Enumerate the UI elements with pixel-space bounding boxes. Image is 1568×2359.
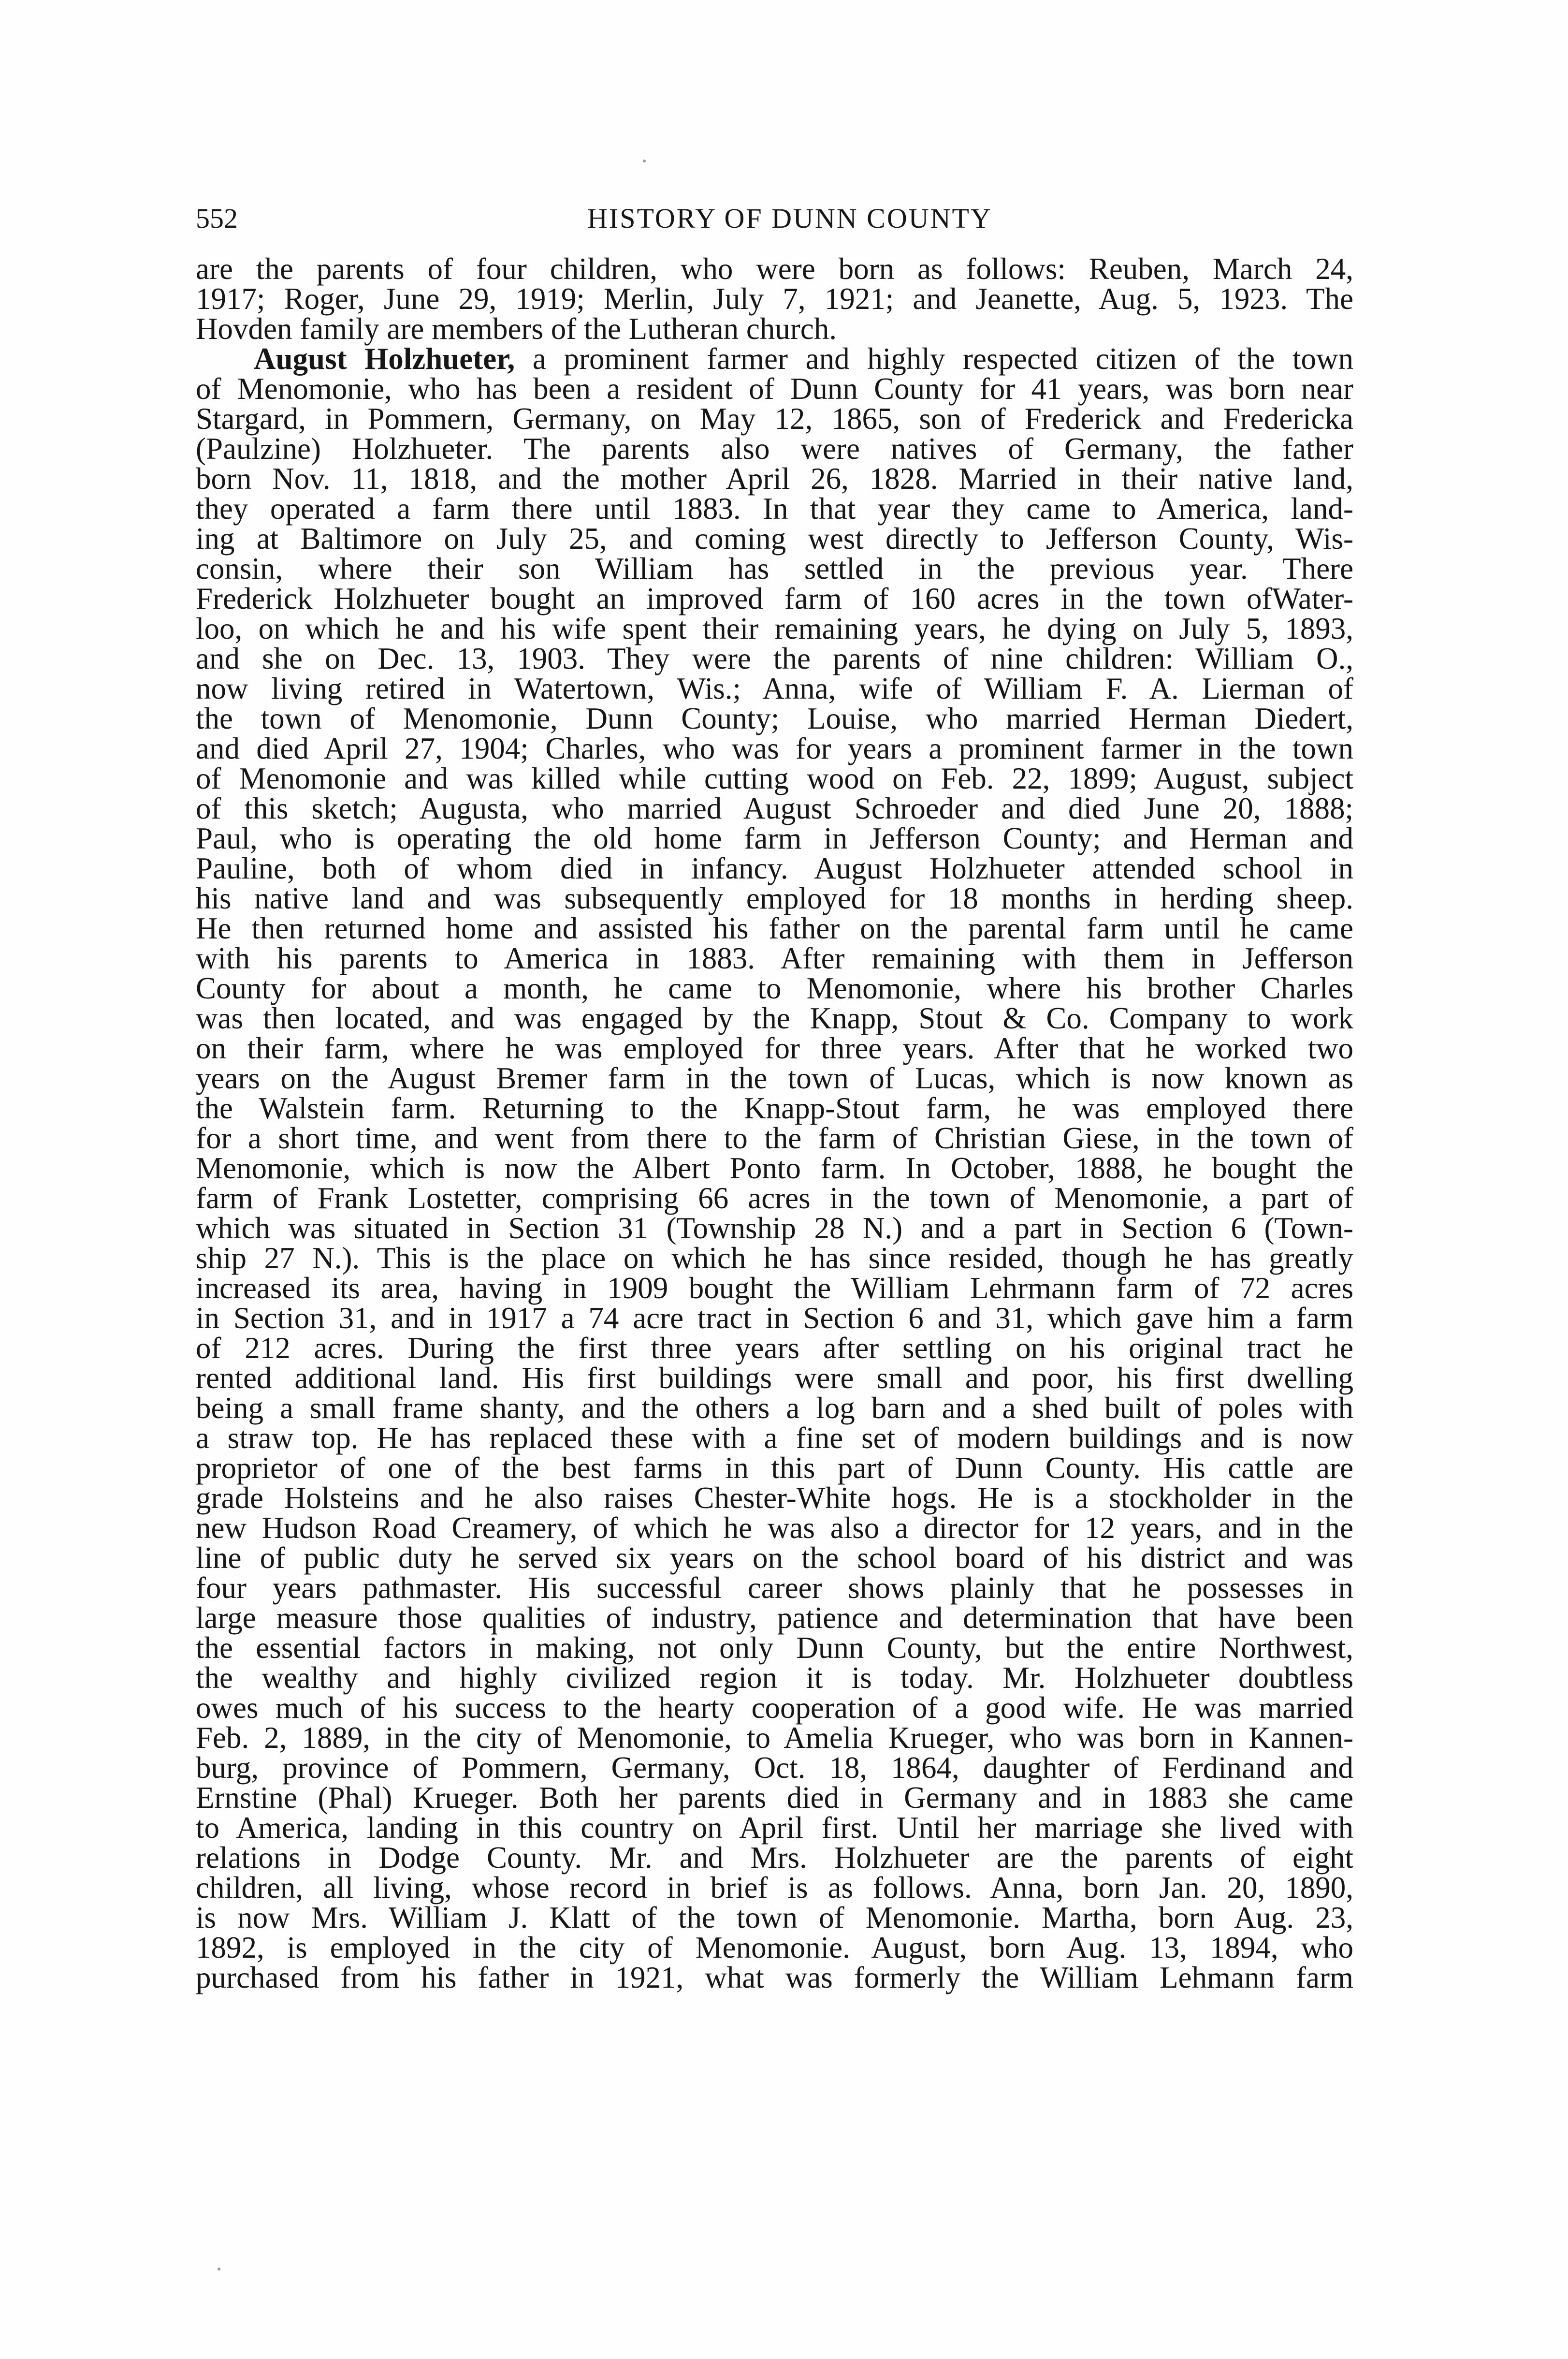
- page-speck: [643, 160, 646, 162]
- text-line: purchased from his father in 1921, what was formerly the William Lehmann farm: [196, 1961, 1353, 1994]
- page-number: 552: [196, 203, 238, 234]
- text-line: on their farm, where he was employed for three years. After that he worked two: [196, 1031, 1353, 1065]
- text-line: of Menomonie, who has been a resident of Dunn County for 41 years, was born near: [196, 372, 1353, 406]
- text-line: owes much of his success to the hearty cooperation of a good wife. He was married: [196, 1691, 1353, 1725]
- text-line: Paul, who is operating the old home farm in Jefferson County; and Herman and: [196, 821, 1353, 855]
- text-line: is now Mrs. William J. Klatt of the town of Menomonie. Martha, born Aug. 23,: [196, 1901, 1353, 1934]
- text-line: ship 27 N.). This is the place on which he has since resided, though he has greatly: [196, 1241, 1353, 1275]
- paragraph-lead-line: [196, 344, 1353, 374]
- text-line: Frederick Holzhueter bought an improved farm of 160 acres in the town ofWater-: [196, 582, 1353, 615]
- text-line: Stargard, in Pommern, Germany, on May 12, 1865, son of Frederick and Fredericka: [196, 402, 1353, 436]
- page-speck: [218, 2268, 220, 2271]
- text-line: new Hudson Road Creamery, of which he was also a director for 12 years, and in the: [196, 1511, 1353, 1545]
- paragraph-body: [196, 374, 1353, 1993]
- text-line: which was situated in Section 31 (Township 28 N.) and a part in Section 6 (Town-: [196, 1211, 1353, 1245]
- text-line: now living retired in Watertown, Wis.; Anna, wife of William F. A. Lierman of: [196, 672, 1353, 705]
- text-line: the wealthy and highly civilized region it is today. Mr. Holzhueter doubtless: [196, 1661, 1353, 1695]
- text-line: and died April 27, 1904; Charles, who was for years a prominent farmer in the town: [196, 732, 1353, 765]
- text-line: his native land and was subsequently employed for 18 months in herding sheep.: [196, 881, 1353, 915]
- text-line: in Section 31, and in 1917 a 74 acre tract in Section 6 and 31, which gave him a farm: [196, 1301, 1353, 1335]
- text-line: increased its area, having in 1909 bought the William Lehrmann farm of 72 acres: [196, 1271, 1353, 1305]
- text-line: farm of Frank Lostetter, comprising 66 acres in the town of Menomonie, a part of: [196, 1181, 1353, 1215]
- text-line: ing at Baltimore on July 25, and coming west directly to Jefferson County, Wis-: [196, 522, 1353, 556]
- text-line: relations in Dodge County. Mr. and Mrs. Holzhueter are the parents of eight: [196, 1841, 1353, 1875]
- text-line: large measure those qualities of industry, patience and determination that have been: [196, 1601, 1353, 1635]
- text-line: the Walstein farm. Returning to the Knapp-Stout farm, he was employed there: [196, 1091, 1353, 1125]
- text-line: the essential factors in making, not only Dunn County, but the entire Northwest,: [196, 1631, 1353, 1665]
- text-line: was then located, and was engaged by the Knapp, Stout & Co. Company to work: [196, 1001, 1353, 1035]
- text-line: children, all living, whose record in brief is as follows. Anna, born Jan. 20, 1890,: [196, 1871, 1353, 1905]
- text-line: 1917; Roger, June 29, 1919; Merlin, July 7, 1921; and Jeanette, Aug. 5, 1923. The: [196, 282, 1353, 316]
- body-text: [196, 254, 1353, 1993]
- text-line: to America, landing in this country on April first. Until her marriage she lived with: [196, 1811, 1353, 1845]
- text-line: of 212 acres. During the first three years after settling on his original tract he: [196, 1331, 1353, 1365]
- text-line: with his parents to America in 1883. After remaining with them in Jefferson: [196, 941, 1353, 975]
- text-line: proprietor of one of the best farms in this part of Dunn County. His cattle are: [196, 1451, 1353, 1485]
- text-line: line of public duty he served six years on the school board of his district and was: [196, 1541, 1353, 1575]
- text-line: are the parents of four children, who were born as follows: Reuben, March 24,: [196, 252, 1353, 286]
- text-line: being a small frame shanty, and the others a log barn and a shed built of poles with: [196, 1391, 1353, 1425]
- text-line: years on the August Bremer farm in the town of Lucas, which is now known as: [196, 1061, 1353, 1095]
- biography-subject-name: August Holzhueter,: [254, 342, 515, 376]
- text-line: (Paulzine) Holzhueter. The parents also were natives of Germany, the father: [196, 432, 1353, 466]
- text-line: born Nov. 11, 1818, and the mother April 26, 1828. Married in their native land,: [196, 462, 1353, 496]
- text-line: for a short time, and went from there to the farm of Christian Giese, in the town of: [196, 1121, 1353, 1155]
- text-line: County for about a month, he came to Menomonie, where his brother Charles: [196, 971, 1353, 1005]
- text-line: of this sketch; Augusta, who married August Schroeder and died June 20, 1888;: [196, 791, 1353, 825]
- text-line: Feb. 2, 1889, in the city of Menomonie, to Amelia Krueger, who was born in Kannen-: [196, 1721, 1353, 1755]
- text-line: burg, province of Pommern, Germany, Oct. 18, 1864, daughter of Ferdinand and: [196, 1751, 1353, 1785]
- text-line: consin, where their son William has settled in the previous year. There: [196, 552, 1353, 586]
- text-line: Hovden family are members of the Lutheran church.: [196, 312, 837, 346]
- text-line: four years pathmaster. His successful career shows plainly that he possesses in: [196, 1571, 1353, 1605]
- text-line: the town of Menomonie, Dunn County; Louise, who married Herman Diedert,: [196, 702, 1353, 735]
- text-line: a straw top. He has replaced these with a fine set of modern buildings and is now: [196, 1421, 1353, 1455]
- running-title: HISTORY OF DUNN COUNTY: [587, 203, 992, 234]
- text-line: rented additional land. His first buildings were small and poor, his first dwelling: [196, 1361, 1353, 1395]
- text-line: He then returned home and assisted his father on the parental farm until he came: [196, 911, 1353, 945]
- text-line: of Menomonie and was killed while cutting wood on Feb. 22, 1899; August, subject: [196, 762, 1353, 795]
- text-line: 1892, is employed in the city of Menomonie. August, born Aug. 13, 1894, who: [196, 1931, 1353, 1964]
- text-line: Menomonie, which is now the Albert Ponto farm. In October, 1888, he bought the: [196, 1151, 1353, 1185]
- text-line: and she on Dec. 13, 1903. They were the parents of nine children: William O.,: [196, 642, 1353, 675]
- text-line: grade Holsteins and he also raises Chester-White hogs. He is a stockholder in the: [196, 1481, 1353, 1515]
- page-header: [196, 199, 1017, 238]
- text-line: loo, on which he and his wife spent their remaining years, he dying on July 5, 1893,: [196, 612, 1353, 645]
- text-line: Pauline, both of whom died in infancy. August Holzhueter attended school in: [196, 851, 1353, 885]
- lead-line-rest: a prominent farmer and highly respected citizen of the town: [515, 342, 1353, 376]
- text-line: they operated a farm there until 1883. In that year they came to America, land-: [196, 492, 1353, 526]
- text-line: Ernstine (Phal) Krueger. Both her parents died in Germany and in 1883 she came: [196, 1781, 1353, 1815]
